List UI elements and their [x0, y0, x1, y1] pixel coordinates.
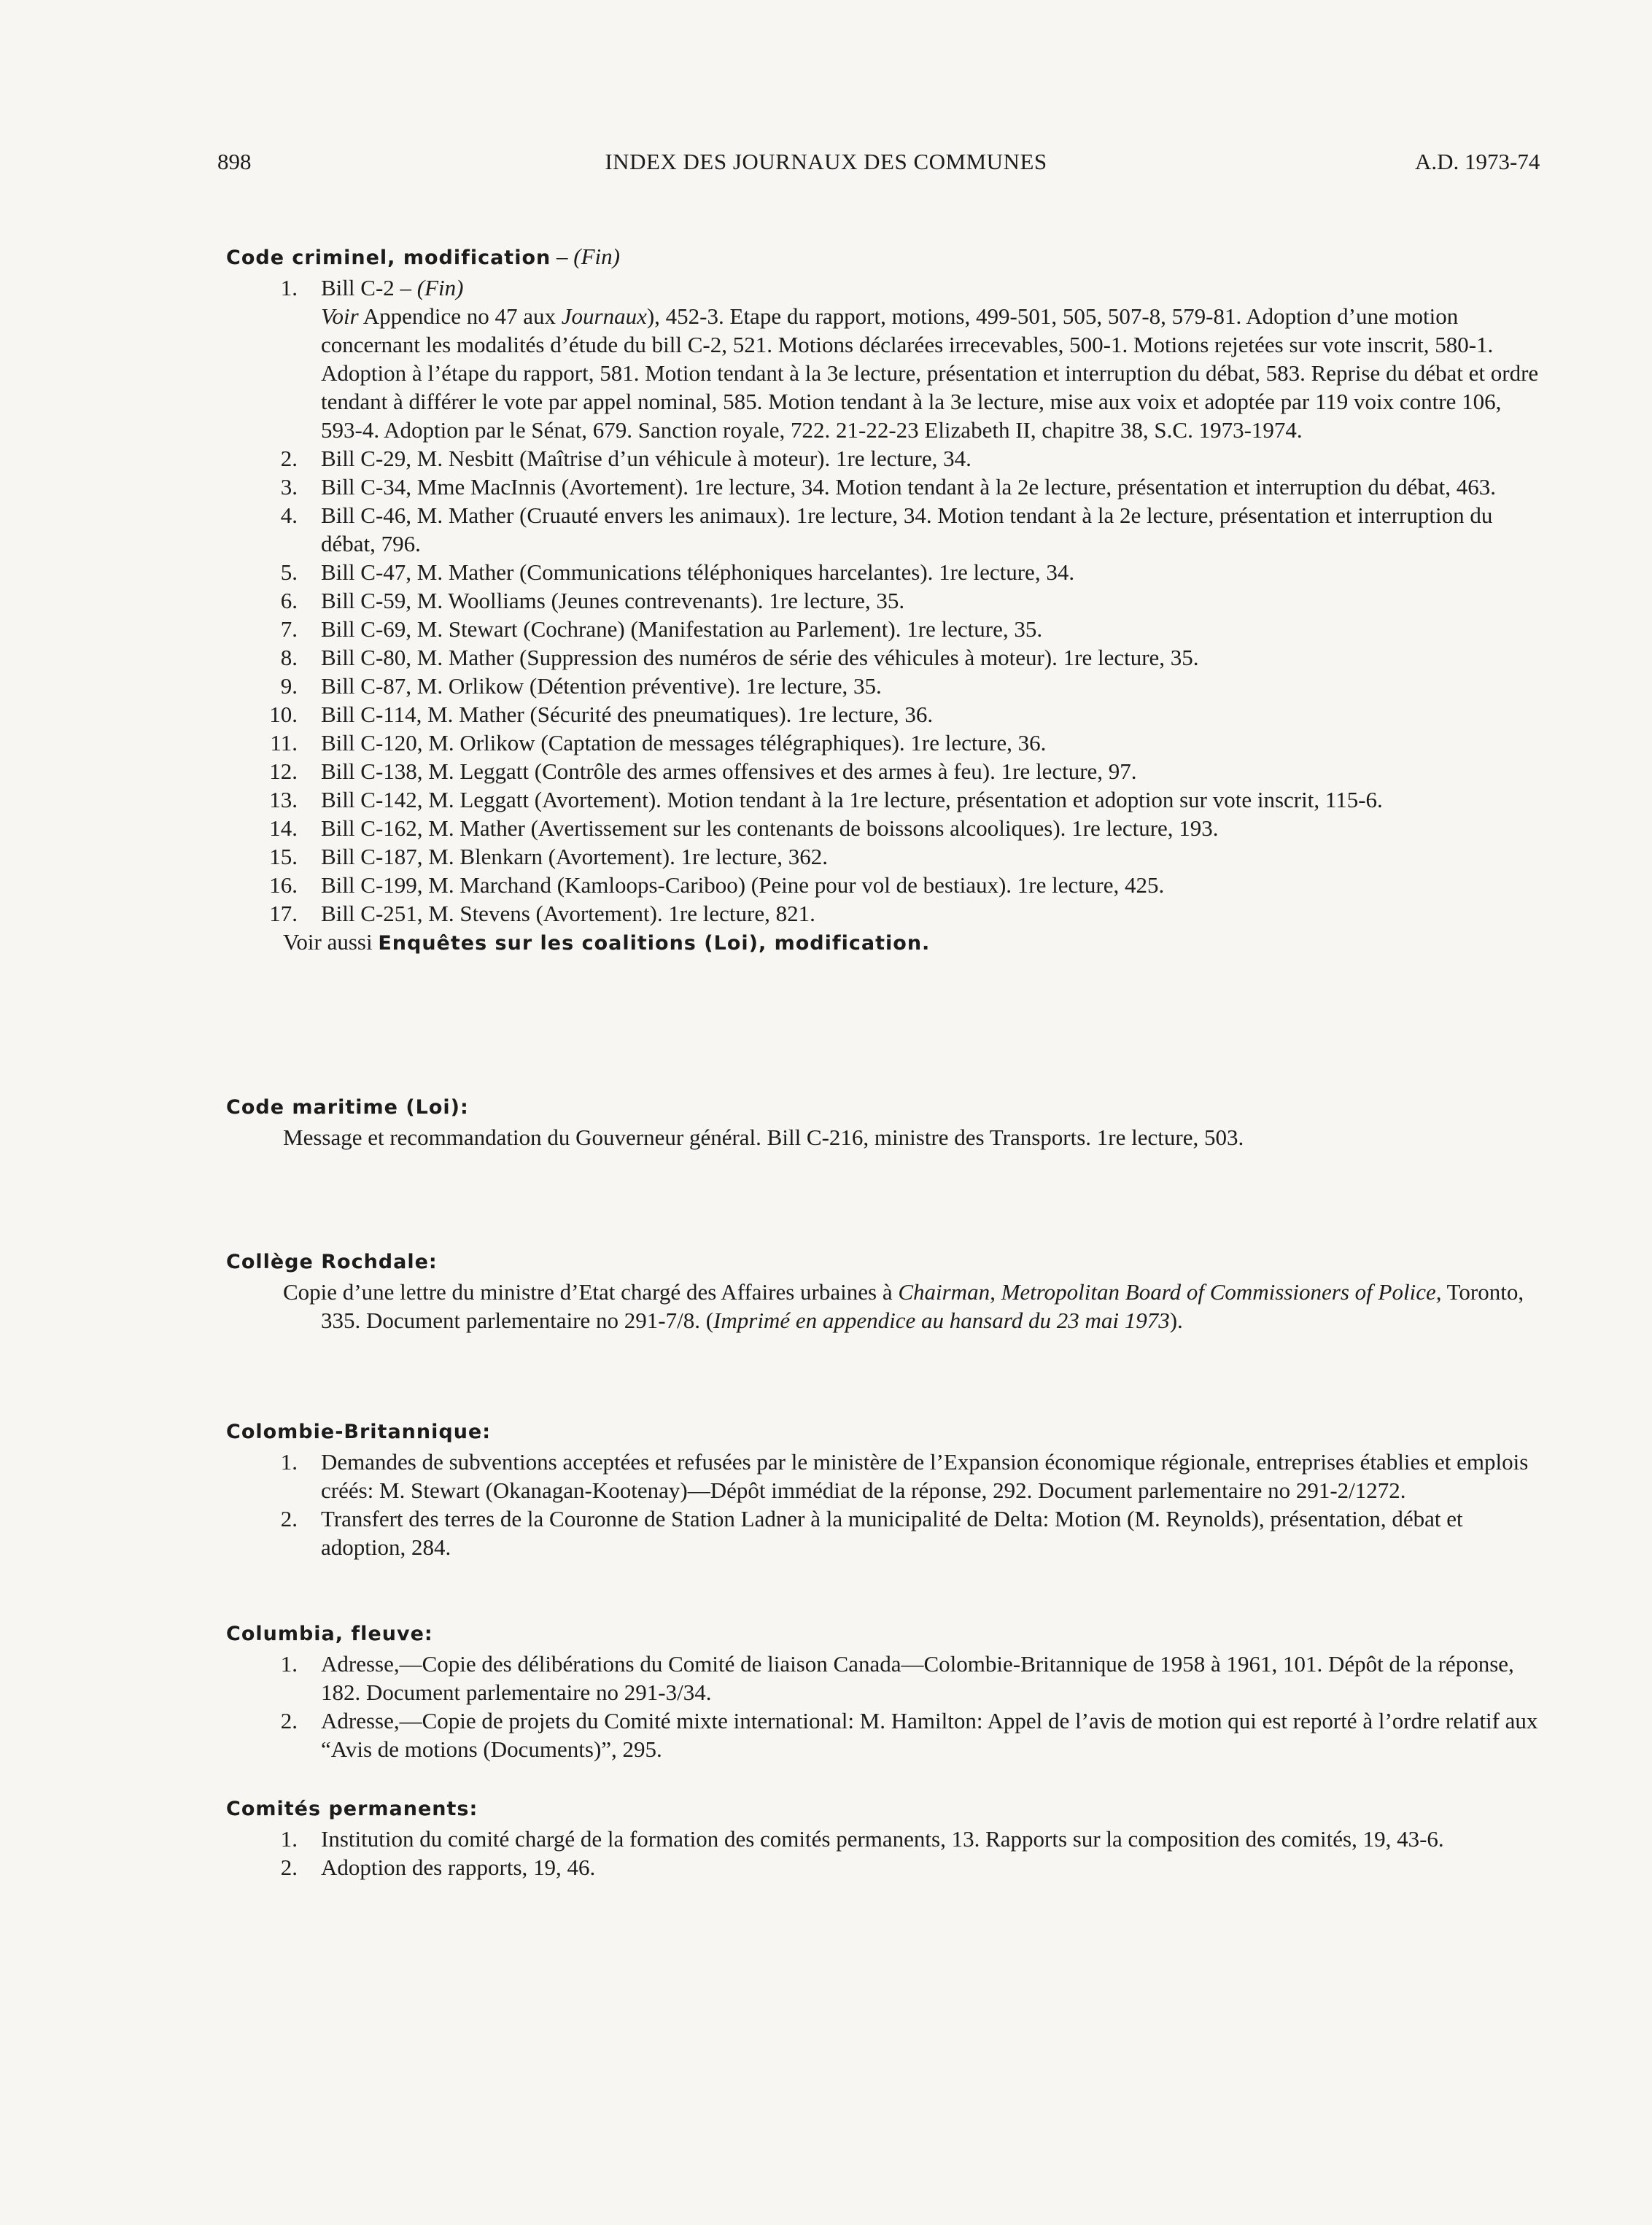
item-number: 4. [280, 502, 298, 528]
item-text: Bill C-199, M. Marchand (Kamloops-Cariboo) (Peine pour vol de bestiaux). 1re lecture, 425. [321, 872, 1165, 898]
list-item [226, 615, 1539, 643]
list-item [226, 643, 1539, 672]
item-number: 16. [269, 872, 298, 898]
list-item [226, 1853, 1539, 1882]
list-item [226, 814, 1539, 842]
list-item [226, 501, 1539, 558]
item-text: Bill C-142, M. Leggatt (Avortement). Motion tendant à la 1re lecture, présentation et adoption sur vote inscrit, 115-6. [321, 787, 1383, 812]
list-item [226, 473, 1539, 501]
item-text: Institution du comité chargé de la formation des comités permanents, 13. Rapports sur la composition des comités, 19, 43-6. [321, 1826, 1444, 1852]
item-number: 2. [280, 446, 298, 471]
item-list [226, 273, 1539, 928]
entry-text [226, 1278, 1539, 1335]
entry-college-rochdale [226, 1249, 1539, 1335]
list-item [226, 757, 1539, 785]
item-text: Bill C-29, M. Nesbitt (Maîtrise d’un véhicule à moteur). 1re lecture, 34. [321, 446, 972, 471]
item-number: 14. [269, 815, 298, 841]
item-text: Adoption des rapports, 19, 46. [321, 1855, 596, 1880]
list-item [226, 871, 1539, 899]
list-item [226, 586, 1539, 615]
item-number: 6. [280, 588, 298, 613]
item-text: Bill C-47, M. Mather (Communications téléphoniques harcelantes). 1re lecture, 34. [321, 559, 1075, 585]
item-text: Adresse,—Copie de projets du Comité mixte international: M. Hamilton: Appel de l’avis de motion qui est reporté à l’ordre relatif aux “Avis de motions (Documents)”, 295. [321, 1708, 1538, 1762]
voir-label: Voir [321, 303, 359, 329]
list-item [226, 1706, 1539, 1763]
item-number: 7. [280, 616, 298, 642]
entry-code-criminel [226, 243, 1539, 958]
item-label: Bill C-2 – [321, 275, 417, 300]
item-number: 8. [280, 645, 298, 670]
entry-heading: Collège Rochdale: [226, 1251, 438, 1273]
entry-text-part: Toronto, 335. Document parlementaire no 291-7/8. ( [321, 1279, 1524, 1333]
list-item [226, 842, 1539, 871]
item-text: Bill C-46, M. Mather (Cruauté envers les animaux). 1re lecture, 34. Motion tendant à la 2e lecture, présentation et interruption du débat, 796. [321, 502, 1493, 556]
page-year: A.D. 1973-74 [1415, 149, 1540, 174]
entry-text-part: ). [1169, 1308, 1183, 1333]
item-number: 2. [280, 1708, 298, 1733]
list-item [226, 785, 1539, 814]
item-number: 2. [280, 1855, 298, 1880]
item-number: 1. [280, 1449, 298, 1475]
entry-code-maritime [226, 1094, 1539, 1152]
item-text: Bill C-138, M. Leggatt (Contrôle des armes offensives et des armes à feu). 1re lecture, 97. [321, 758, 1137, 784]
list-item [226, 1504, 1539, 1561]
item-list [226, 1448, 1539, 1561]
item-text: Bill C-59, M. Woolliams (Jeunes contrevenants). 1re lecture, 35. [321, 588, 905, 613]
item-text: Bill C-162, M. Mather (Avertissement sur les contenants de boissons alcooliques). 1re lecture, 193. [321, 815, 1219, 841]
item-text: Bill C-251, M. Stevens (Avortement). 1re lecture, 821. [321, 901, 815, 926]
item-continued: (Fin) [416, 275, 464, 300]
entry-heading: Code maritime (Loi): [226, 1096, 469, 1119]
entry-heading: Comités permanents: [226, 1798, 478, 1820]
list-item [226, 558, 1539, 586]
item-number: 12. [269, 758, 298, 784]
item-text: Appendice no 47 aux [358, 303, 562, 329]
list-item [226, 672, 1539, 700]
entry-columbia-fleuve [226, 1620, 1539, 1763]
entry-text-italic: Chairman, Metropolitan Board of Commissioners of Police, [898, 1279, 1442, 1305]
entry-text-italic: Imprimé en appendice au hansard du 23 mai 1973 [713, 1308, 1170, 1333]
entry-heading [226, 243, 1539, 272]
page-header [0, 149, 1652, 185]
item-list [226, 1825, 1539, 1882]
item-text: Bill C-80, M. Mather (Suppression des numéros de série des véhicules à moteur). 1re lecture, 35. [321, 645, 1199, 670]
item-number: 9. [280, 673, 298, 699]
list-item [226, 444, 1539, 473]
list-item [226, 729, 1539, 757]
item-text: ), 452-3. Etape du rapport, motions, 499-501, 505, 507-8, 579-81. Adoption d’une motion concernant les modalités d’étude du bill C-2, 521. Motions déclarées irrecevables, 500-1. Motions rejetées sur vote inscrit, 580-1. Adoption à l’étape du rapport, 581. Motion tendant à la 3e lecture, présentation et interruption du débat, 583. Reprise du débat et ordre tendant à différer le vote par appel nominal, 585. Motion tendant à la 3e lecture, mise aux voix et adoptée par 119 voix contre 106, 593-4. Adoption par le Sénat, 679. Sanction royale, 722. 21-22-23 Elizabeth II, chapitre 38, S.C. 1973-1974. [321, 303, 1539, 443]
heading-text: Code criminel, modification [226, 246, 551, 269]
entry-text: Message et recommandation du Gouverneur général. Bill C-216, ministre des Transports. 1re lecture, 503. [283, 1125, 1244, 1150]
item-text: Bill C-114, M. Mather (Sécurité des pneumatiques). 1re lecture, 36. [321, 702, 934, 727]
item-text: Bill C-87, M. Orlikow (Détention préventive). 1re lecture, 35. [321, 673, 882, 699]
heading-continued: – (Fin) [551, 244, 620, 269]
item-number: 10. [269, 702, 298, 727]
list-item [226, 1448, 1539, 1504]
item-number: 5. [280, 559, 298, 585]
journaux-label: Journaux [561, 303, 647, 329]
item-text: Bill C-34, Mme MacInnis (Avortement). 1re lecture, 34. Motion tendant à la 2e lecture, présentation et interruption du débat, 463. [321, 474, 1496, 500]
item-text: Adresse,—Copie des délibérations du Comité de liaison Canada—Colombie-Britannique de 1958 à 1961, 101. Dépôt de la réponse, 182. Document parlementaire no 291-3/34. [321, 1651, 1514, 1705]
list-item [226, 273, 1539, 444]
list-item [226, 1650, 1539, 1706]
entry-heading: Colombie-Britannique: [226, 1421, 492, 1443]
item-number: 3. [280, 474, 298, 500]
entry-colombie-britannique [226, 1418, 1539, 1561]
page-number: 898 [217, 149, 252, 174]
item-text: Demandes de subventions acceptées et refusées par le ministère de l’Expansion économique régionale, entreprises établies et emplois créés: M. Stewart (Okanagan-Kootenay)—Dépôt immédiat de la réponse, 292. Document parlementaire no 291-2/1272. [321, 1449, 1529, 1503]
see-also-reference: Enquêtes sur les coalitions (Loi), modification. [378, 932, 931, 955]
item-text: Bill C-69, M. Stewart (Cochrane) (Manifestation au Parlement). 1re lecture, 35. [321, 616, 1043, 642]
item-text: Transfert des terres de la Couronne de Station Ladner à la municipalité de Delta: Motion (M. Reynolds), présentation, débat et adoption, 284. [321, 1506, 1463, 1560]
list-item [226, 1825, 1539, 1853]
item-number: 1. [280, 1826, 298, 1852]
item-list [226, 1650, 1539, 1763]
entry-comites-permanents [226, 1795, 1539, 1882]
running-title: INDEX DES JOURNAUX DES COMMUNES [605, 149, 1047, 174]
list-item [226, 700, 1539, 729]
item-number: 11. [270, 730, 298, 756]
item-number: 13. [269, 787, 298, 812]
item-text: Bill C-120, M. Orlikow (Captation de messages télégraphiques). 1re lecture, 36. [321, 730, 1047, 756]
entry-text-part: Copie d’une lettre du ministre d’Etat chargé des Affaires urbaines à [283, 1279, 899, 1305]
item-number: 1. [280, 275, 298, 300]
entry-heading: Columbia, fleuve: [226, 1623, 433, 1645]
list-item [226, 899, 1539, 928]
item-text: Bill C-187, M. Blenkarn (Avortement). 1re lecture, 362. [321, 844, 829, 869]
item-number: 17. [269, 901, 298, 926]
item-number: 1. [280, 1651, 298, 1677]
item-number: 2. [280, 1506, 298, 1531]
see-also-prefix: Voir aussi [283, 929, 379, 955]
item-number: 15. [269, 844, 298, 869]
see-also [226, 928, 1539, 958]
